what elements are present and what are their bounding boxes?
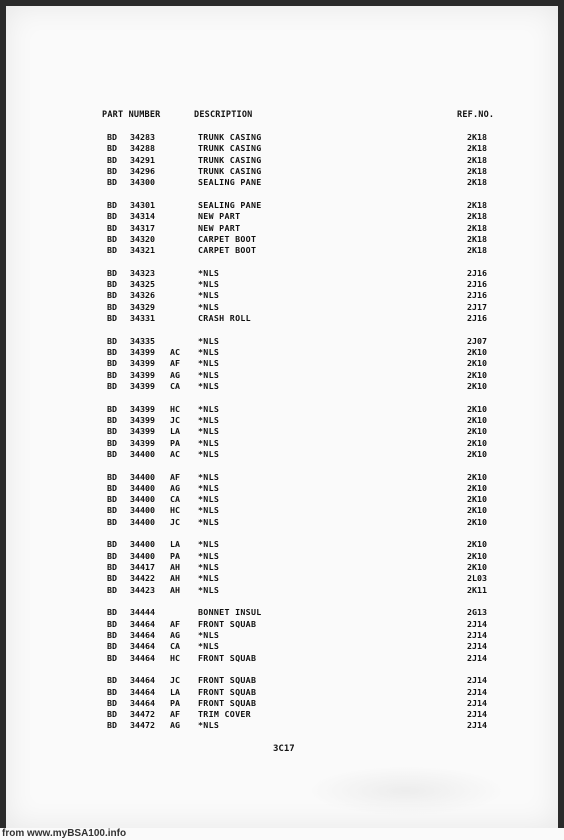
part-description: *NLS xyxy=(198,290,220,301)
table-row xyxy=(6,155,558,166)
ref-number: 2J14 xyxy=(467,720,487,731)
part-prefix: BD xyxy=(107,516,117,527)
part-number: 34291 xyxy=(130,154,155,165)
part-description: *NLS xyxy=(198,448,220,459)
part-description: *NLS xyxy=(198,584,220,595)
table-row xyxy=(6,630,558,641)
ref-number: 2K18 xyxy=(467,143,487,154)
part-prefix: BD xyxy=(107,618,117,629)
ref-number: 2K18 xyxy=(467,132,487,142)
part-number: 34417 xyxy=(130,562,155,572)
part-prefix: BD xyxy=(107,584,117,595)
ref-number: 2J17 xyxy=(467,301,487,312)
ref-number: 2K18 xyxy=(467,233,487,244)
part-prefix: BD xyxy=(107,471,117,482)
part-prefix: BD xyxy=(107,347,117,357)
part-number: 34300 xyxy=(130,177,155,188)
part-number: 34399 xyxy=(130,426,155,437)
part-number: 34444 xyxy=(130,607,155,618)
table-row xyxy=(6,709,558,720)
part-suffix: PA xyxy=(170,437,180,448)
table-row xyxy=(6,517,558,528)
ref-number: 2G13 xyxy=(467,607,487,618)
part-suffix: HC xyxy=(170,403,180,414)
part-prefix: BD xyxy=(107,369,117,380)
part-number: 34400 xyxy=(130,494,155,505)
part-prefix: BD xyxy=(107,641,117,652)
part-description: *NLS xyxy=(198,641,220,652)
part-description: CARPET BOOT xyxy=(198,245,257,256)
part-prefix: BD xyxy=(107,437,117,448)
part-description: *NLS xyxy=(198,437,220,448)
part-description: TRUNK CASING xyxy=(198,143,262,154)
part-description: TRUNK CASING xyxy=(198,132,262,142)
part-prefix: BD xyxy=(107,607,117,618)
part-prefix: BD xyxy=(107,233,117,244)
ref-number: 2J14 xyxy=(467,709,487,720)
table-row xyxy=(6,494,558,505)
part-suffix: HC xyxy=(170,505,180,516)
part-number: 34400 xyxy=(130,516,155,527)
part-suffix: LA xyxy=(170,426,180,437)
ref-number: 2J16 xyxy=(467,279,487,290)
header-ref-no: REF.NO. xyxy=(457,110,495,120)
part-number: 34314 xyxy=(130,211,155,222)
part-suffix: CA xyxy=(170,380,180,391)
part-suffix: JC xyxy=(170,516,180,527)
part-description: FRONT SQUAB xyxy=(198,697,257,708)
part-number: 34283 xyxy=(130,132,155,142)
ref-number: 2K10 xyxy=(467,426,487,437)
part-prefix: BD xyxy=(107,267,117,278)
table-row xyxy=(6,313,558,324)
part-prefix: BD xyxy=(107,279,117,290)
part-description: *NLS xyxy=(198,414,220,425)
part-number: 34464 xyxy=(130,675,155,686)
part-number: 34301 xyxy=(130,199,155,210)
part-description: *NLS xyxy=(198,482,220,493)
part-prefix: BD xyxy=(107,222,117,233)
ref-number: 2J14 xyxy=(467,697,487,708)
table-row xyxy=(6,505,558,516)
ref-number: 2K18 xyxy=(467,165,487,176)
part-description: TRIM COVER xyxy=(198,709,251,720)
ref-number: 2K10 xyxy=(467,539,487,550)
part-number: 34464 xyxy=(130,629,155,640)
part-description: CARPET BOOT xyxy=(198,233,257,244)
part-number: 34331 xyxy=(130,313,155,323)
document-page xyxy=(6,6,558,828)
table-row xyxy=(6,370,558,381)
part-number: 34400 xyxy=(130,482,155,493)
part-description: *NLS xyxy=(198,358,220,369)
table-row xyxy=(6,472,558,483)
table-row xyxy=(6,245,558,256)
part-description: *NLS xyxy=(198,403,220,414)
part-number: 34399 xyxy=(130,369,155,380)
part-prefix: BD xyxy=(107,301,117,312)
part-number: 34464 xyxy=(130,697,155,708)
table-row xyxy=(6,619,558,630)
ref-number: 2K10 xyxy=(467,448,487,459)
part-number: 34464 xyxy=(130,641,155,652)
part-prefix: BD xyxy=(107,154,117,165)
part-prefix: BD xyxy=(107,199,117,210)
part-number: 34399 xyxy=(130,437,155,448)
table-row xyxy=(6,438,558,449)
ref-number: 2J16 xyxy=(467,313,487,323)
part-prefix: BD xyxy=(107,403,117,414)
part-number: 34326 xyxy=(130,290,155,301)
part-prefix: BD xyxy=(107,494,117,505)
table-row xyxy=(6,336,558,347)
ref-number: 2J16 xyxy=(467,267,487,278)
part-suffix: CA xyxy=(170,641,180,652)
table-row xyxy=(6,449,558,460)
part-number: 34323 xyxy=(130,267,155,278)
part-prefix: BD xyxy=(107,313,117,323)
part-description: FRONT SQUAB xyxy=(198,652,257,663)
part-number: 34296 xyxy=(130,165,155,176)
part-prefix: BD xyxy=(107,245,117,256)
part-suffix: LA xyxy=(170,539,180,550)
part-prefix: BD xyxy=(107,720,117,731)
part-number: 34464 xyxy=(130,618,155,629)
ref-number: 2K18 xyxy=(467,211,487,222)
table-row xyxy=(6,268,558,279)
part-prefix: BD xyxy=(107,505,117,516)
table-row xyxy=(6,607,558,618)
part-number: 34400 xyxy=(130,448,155,459)
part-number: 34325 xyxy=(130,279,155,290)
part-prefix: BD xyxy=(107,709,117,720)
part-description: *NLS xyxy=(198,279,220,290)
table-row xyxy=(6,415,558,426)
part-prefix: BD xyxy=(107,380,117,391)
part-suffix: JC xyxy=(170,414,180,425)
part-prefix: BD xyxy=(107,539,117,550)
part-description: *NLS xyxy=(198,720,220,731)
part-prefix: BD xyxy=(107,211,117,222)
part-description: *NLS xyxy=(198,494,220,505)
part-number: 34422 xyxy=(130,573,155,584)
table-row xyxy=(6,720,558,731)
part-number: 34399 xyxy=(130,358,155,369)
part-prefix: BD xyxy=(107,562,117,572)
table-row xyxy=(6,279,558,290)
ref-number: 2K10 xyxy=(467,369,487,380)
part-number: 34400 xyxy=(130,471,155,482)
table-row xyxy=(6,562,558,573)
part-description: FRONT SQUAB xyxy=(198,675,257,686)
table-row xyxy=(6,698,558,709)
part-suffix: AG xyxy=(170,629,180,640)
part-suffix: AC xyxy=(170,448,180,459)
table-row xyxy=(6,585,558,596)
part-prefix: BD xyxy=(107,414,117,425)
ref-number: 2K18 xyxy=(467,222,487,233)
part-prefix: BD xyxy=(107,686,117,697)
part-suffix: AF xyxy=(170,709,180,720)
part-description: *NLS xyxy=(198,380,220,391)
part-number: 34400 xyxy=(130,505,155,516)
ref-number: 2K18 xyxy=(467,177,487,188)
part-description: BONNET INSUL xyxy=(198,607,262,618)
ref-number: 2K10 xyxy=(467,437,487,448)
part-suffix: CA xyxy=(170,494,180,505)
table-row xyxy=(6,675,558,686)
table-row xyxy=(6,143,558,154)
ref-number: 2K10 xyxy=(467,516,487,527)
ref-number: 2K18 xyxy=(467,245,487,256)
ref-number: 2K10 xyxy=(467,562,487,572)
part-description: *NLS xyxy=(198,516,220,527)
table-row xyxy=(6,211,558,222)
part-description: *NLS xyxy=(198,267,220,278)
table-row xyxy=(6,302,558,313)
table-row xyxy=(6,358,558,369)
ref-number: 2K10 xyxy=(467,471,487,482)
part-number: 34335 xyxy=(130,335,155,346)
part-description: *NLS xyxy=(198,301,220,312)
part-description: *NLS xyxy=(198,347,220,357)
ref-number: 2K18 xyxy=(467,199,487,210)
table-row xyxy=(6,483,558,494)
part-description: *NLS xyxy=(198,471,220,482)
ref-number: 2J14 xyxy=(467,675,487,686)
table-row xyxy=(6,347,558,358)
part-description: *NLS xyxy=(198,550,220,561)
table-row xyxy=(6,177,558,188)
part-prefix: BD xyxy=(107,290,117,301)
part-number: 34399 xyxy=(130,347,155,357)
part-suffix: AH xyxy=(170,584,180,595)
table-row xyxy=(6,290,558,301)
table-row xyxy=(6,426,558,437)
ref-number: 2L03 xyxy=(467,573,487,584)
part-description: TRUNK CASING xyxy=(198,165,262,176)
table-row xyxy=(6,223,558,234)
part-description: SEALING PANE xyxy=(198,199,262,210)
part-prefix: BD xyxy=(107,165,117,176)
part-prefix: BD xyxy=(107,550,117,561)
ref-number: 2J14 xyxy=(467,652,487,663)
part-suffix: AF xyxy=(170,358,180,369)
part-description: *NLS xyxy=(198,629,220,640)
part-prefix: BD xyxy=(107,652,117,663)
table-row xyxy=(6,641,558,652)
ref-number: 2J16 xyxy=(467,290,487,301)
part-suffix: LA xyxy=(170,686,180,697)
part-prefix: BD xyxy=(107,132,117,142)
ref-number: 2K10 xyxy=(467,482,487,493)
table-row xyxy=(6,687,558,698)
part-suffix: AH xyxy=(170,562,180,572)
part-prefix: BD xyxy=(107,573,117,584)
ref-number: 2K10 xyxy=(467,494,487,505)
ref-number: 2K10 xyxy=(467,505,487,516)
part-description: *NLS xyxy=(198,539,220,550)
part-suffix: AG xyxy=(170,482,180,493)
part-number: 34320 xyxy=(130,233,155,244)
table-row xyxy=(6,166,558,177)
ref-number: 2K11 xyxy=(467,584,487,595)
part-number: 34464 xyxy=(130,686,155,697)
part-suffix: AC xyxy=(170,347,180,357)
part-number: 34321 xyxy=(130,245,155,256)
part-description: *NLS xyxy=(198,573,220,584)
part-description: FRONT SQUAB xyxy=(198,686,257,697)
part-description: SEALING PANE xyxy=(198,177,262,188)
table-row xyxy=(6,234,558,245)
part-suffix: PA xyxy=(170,550,180,561)
header-part-number: PART NUMBER xyxy=(102,110,161,120)
part-description: *NLS xyxy=(198,335,220,346)
part-suffix: PA xyxy=(170,697,180,708)
part-number: 34472 xyxy=(130,709,155,720)
part-description: CRASH ROLL xyxy=(198,313,251,323)
part-prefix: BD xyxy=(107,675,117,686)
part-number: 34472 xyxy=(130,720,155,731)
part-number: 34464 xyxy=(130,652,155,663)
ref-number: 2K10 xyxy=(467,414,487,425)
header-description: DESCRIPTION xyxy=(194,110,253,120)
part-prefix: BD xyxy=(107,358,117,369)
part-description: *NLS xyxy=(198,505,220,516)
ref-number: 2J14 xyxy=(467,641,487,652)
page-number: 3C17 xyxy=(273,744,295,754)
source-footer: from www.myBSA100.info xyxy=(0,828,564,840)
part-prefix: BD xyxy=(107,482,117,493)
part-number: 34329 xyxy=(130,301,155,312)
table-row xyxy=(6,132,558,143)
part-prefix: BD xyxy=(107,426,117,437)
ref-number: 2K18 xyxy=(467,154,487,165)
ref-number: 2J14 xyxy=(467,629,487,640)
part-prefix: BD xyxy=(107,177,117,188)
part-suffix: AF xyxy=(170,618,180,629)
part-description: *NLS xyxy=(198,426,220,437)
part-suffix: AH xyxy=(170,573,180,584)
table-row xyxy=(6,404,558,415)
part-description: *NLS xyxy=(198,369,220,380)
ref-number: 2K10 xyxy=(467,347,487,357)
part-suffix: AG xyxy=(170,369,180,380)
ref-number: 2K10 xyxy=(467,358,487,369)
part-description: *NLS xyxy=(198,562,220,572)
part-prefix: BD xyxy=(107,697,117,708)
table-row xyxy=(6,573,558,584)
part-prefix: BD xyxy=(107,143,117,154)
part-suffix: AF xyxy=(170,471,180,482)
part-description: FRONT SQUAB xyxy=(198,618,257,629)
table-row xyxy=(6,653,558,664)
part-suffix: JC xyxy=(170,675,180,686)
part-number: 34400 xyxy=(130,539,155,550)
ref-number: 2J14 xyxy=(467,618,487,629)
table-row xyxy=(6,539,558,550)
part-prefix: BD xyxy=(107,629,117,640)
part-suffix: AG xyxy=(170,720,180,731)
part-number: 34399 xyxy=(130,380,155,391)
part-prefix: BD xyxy=(107,448,117,459)
part-suffix: HC xyxy=(170,652,180,663)
part-prefix: BD xyxy=(107,335,117,346)
scan-smudge xyxy=(306,766,506,816)
table-row xyxy=(6,200,558,211)
table-row xyxy=(6,381,558,392)
ref-number: 2K10 xyxy=(467,403,487,414)
ref-number: 2J14 xyxy=(467,686,487,697)
ref-number: 2J07 xyxy=(467,335,487,346)
part-number: 34400 xyxy=(130,550,155,561)
part-number: 34288 xyxy=(130,143,155,154)
part-number: 34399 xyxy=(130,414,155,425)
part-description: TRUNK CASING xyxy=(198,154,262,165)
part-number: 34317 xyxy=(130,222,155,233)
part-description: NEW PART xyxy=(198,211,241,222)
ref-number: 2K10 xyxy=(467,380,487,391)
ref-number: 2K10 xyxy=(467,550,487,561)
part-number: 34423 xyxy=(130,584,155,595)
table-row xyxy=(6,551,558,562)
part-number: 34399 xyxy=(130,403,155,414)
part-description: NEW PART xyxy=(198,222,241,233)
